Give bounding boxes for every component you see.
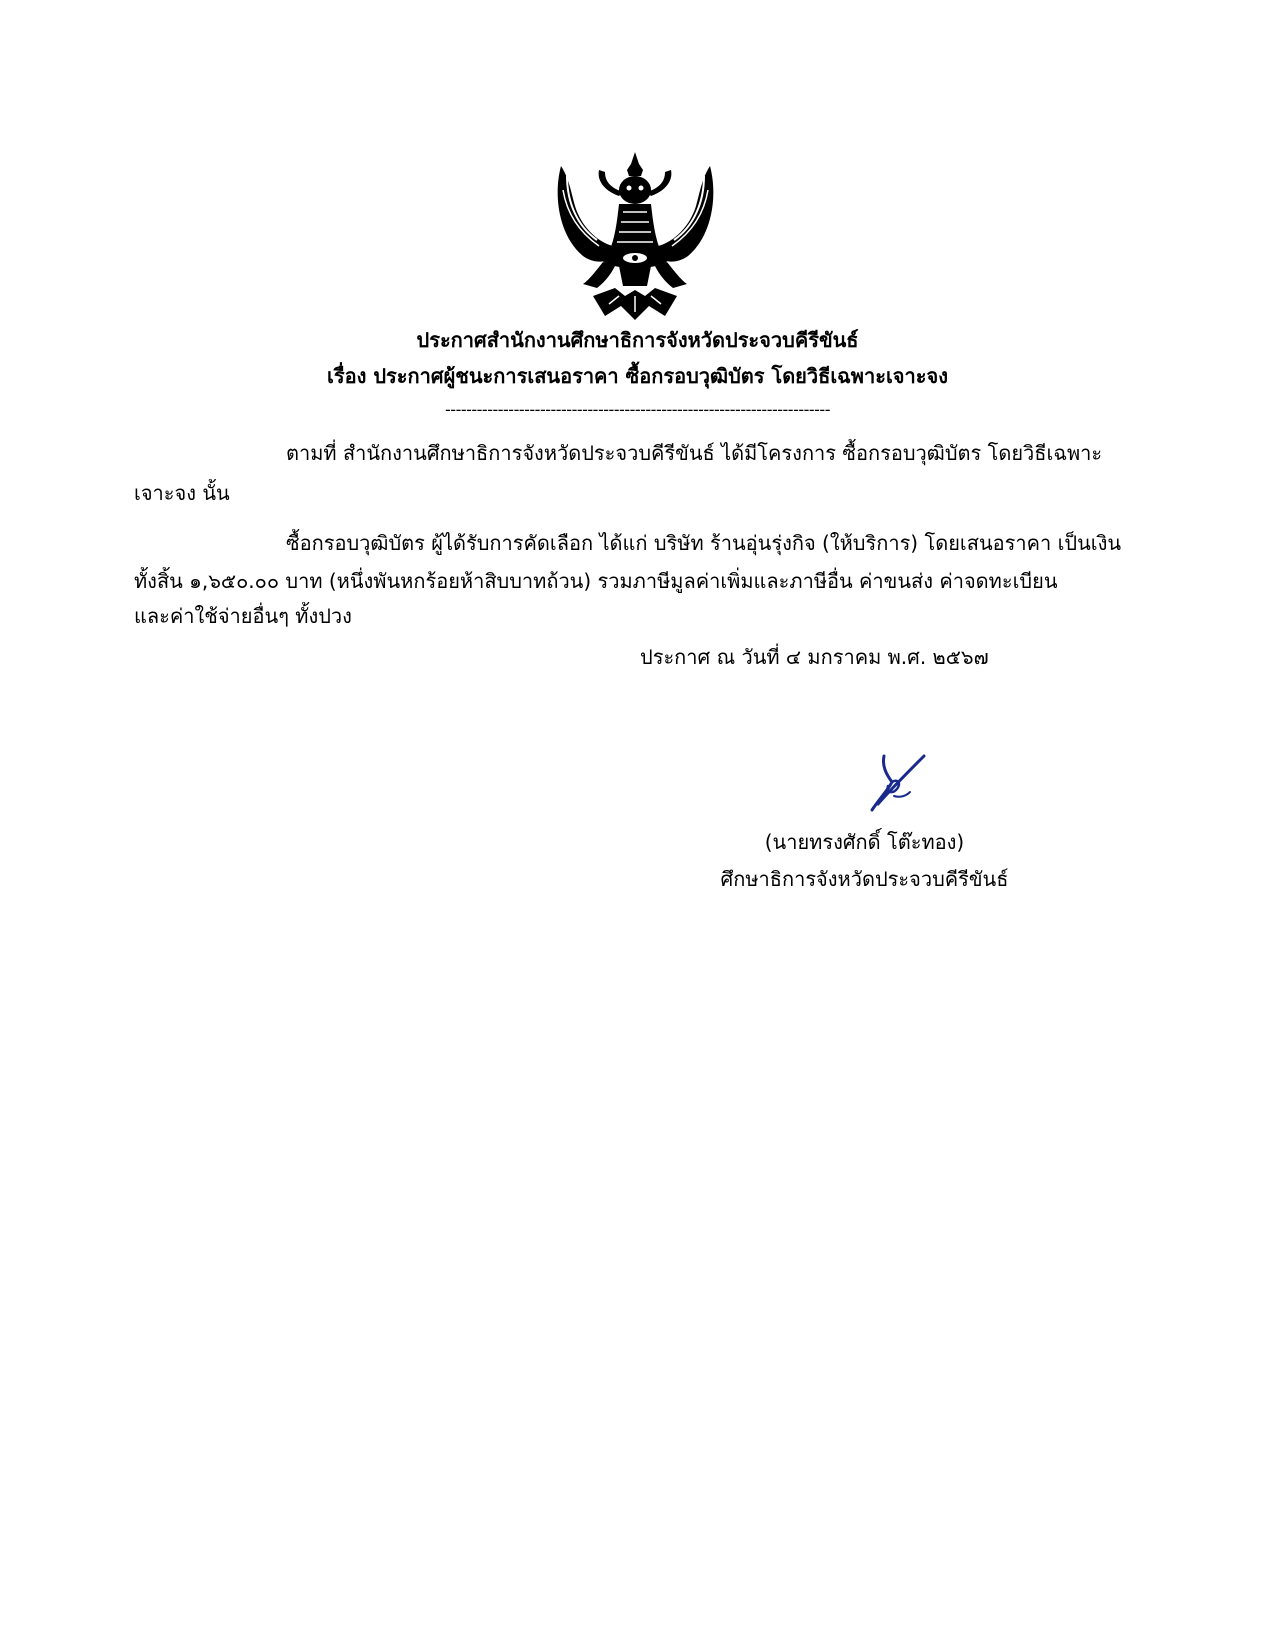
paragraph-1-line-1: ตามที่ สำนักงานศึกษาธิการจังหวัดประจวบคีรีขันธ์ ได้มีโครงการ ซื้อกรอบวุฒิบัตร โดยวิธีเฉพาะ	[286, 441, 1103, 465]
paragraph-2-line-1: ซื้อกรอบวุฒิบัตร ผู้ได้รับการคัดเลือก ได้แก่ บริษัท ร้านอุ่นรุ่งกิจ (ให้บริการ) โดยเสนอราคา เป็นเงิน	[286, 531, 1122, 555]
paragraph-2-line-3: และค่าใช้จ่ายอื่นๆ ทั้งปวง	[134, 604, 352, 628]
announcement-date: ประกาศ ณ วันที่ ๔ มกราคม พ.ศ. ๒๕๖๗	[640, 645, 989, 669]
garuda-emblem-icon	[553, 146, 718, 322]
signer-name: (นายทรงศักดิ์ โต๊ะทอง)	[764, 830, 965, 854]
signer-name-row	[0, 827, 1275, 857]
signer-position: ศึกษาธิการจังหวัดประจวบคีรีขันธ์	[720, 867, 1009, 891]
paragraph-2-line-2: ทั้งสิ้น ๑,๖๕๐.๐๐ บาท (หนึ่งพันหกร้อยห้าสิบบาทถ้วน) รวมภาษีมูลค่าเพิ่มและภาษีอื่น ค่าขนส่ง ค่าจดทะเบียน	[134, 569, 1058, 593]
signer-position-row	[0, 864, 1275, 894]
handwritten-signature-icon	[868, 752, 928, 814]
announcement-title: ประกาศสำนักงานศึกษาธิการจังหวัดประจวบคีรีขันธ์	[416, 328, 859, 352]
announcement-subject: เรื่อง ประกาศผู้ชนะการเสนอราคา ซื้อกรอบวุฒิบัตร โดยวิธีเฉพาะเจาะจง	[327, 364, 948, 388]
paragraph-1-line-2: เจาะจง นั้น	[134, 481, 230, 505]
divider-line: -------------------------------------------------------------------------	[445, 400, 830, 419]
